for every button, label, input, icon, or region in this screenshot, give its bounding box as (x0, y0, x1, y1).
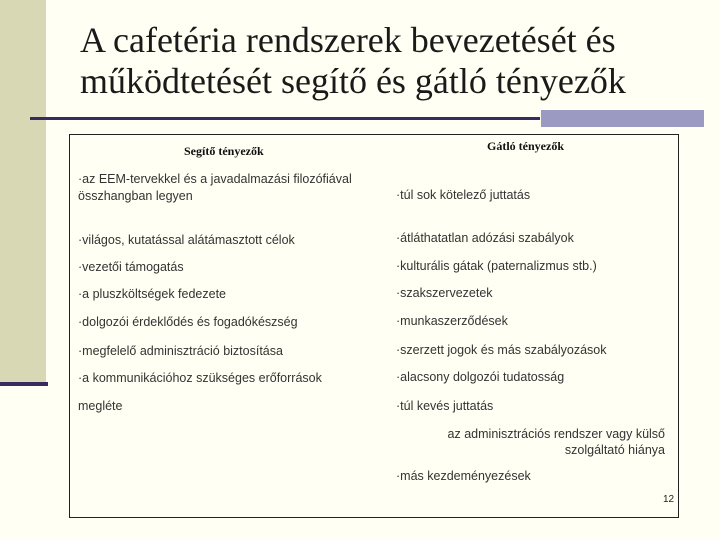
left-item-5: ·dolgozói érdeklődés és fogadókészség (78, 315, 298, 329)
title-underline (30, 117, 540, 120)
left-item-4: ·a pluszköltségek fedezete (78, 287, 227, 301)
left-item-3: ·vezetői támogatás (78, 260, 184, 274)
left-column-header: Segítő tényezők (184, 144, 264, 158)
title-line-2: működtetését segítő és gátló tényezők (80, 61, 626, 101)
side-accent-bar (0, 0, 46, 386)
right-item-1: ·túl sok kötelező juttatás (396, 188, 531, 202)
right-item-8: ·túl kevés juttatás (396, 399, 494, 413)
right-item-3: ·kulturális gátak (paternalizmus stb.) (396, 259, 597, 273)
side-accent-rule (0, 382, 48, 386)
right-item-9: az adminisztrációs rendszer vagy külső (447, 427, 665, 441)
right-item-10: ·más kezdeményezések (396, 469, 531, 483)
title-accent-block (541, 110, 704, 127)
right-item-5: ·munkaszerződések (396, 314, 508, 328)
title-line-1: A cafetéria rendszerek bevezetését és (80, 20, 616, 60)
page-number: 12 (663, 494, 675, 505)
right-item-2: ·átláthatatlan adózási szabályok (396, 231, 574, 245)
right-item-9-cont: szolgáltató hiánya (564, 443, 665, 457)
right-item-7: ·alacsony dolgozói tudatosság (396, 370, 565, 384)
left-item-7: ·a kommunikációhoz szükséges erőforrások (78, 371, 322, 385)
left-item-2: ·világos, kutatással alátámasztott célok (78, 233, 295, 247)
left-item-1-cont: összhangban legyen (78, 189, 193, 203)
right-item-6: ·szerzett jogok és más szabályozások (396, 343, 607, 357)
left-item-7-cont: megléte (78, 399, 123, 413)
right-column-header: Gátló tényezők (487, 139, 564, 153)
slide-title (80, 20, 700, 102)
right-item-4: ·szakszervezetek (396, 286, 493, 300)
left-item-1: ·az EEM-tervekkel és a javadalmazási filozófiával (78, 172, 352, 186)
left-item-6: ·megfelelő adminisztráció biztosítása (78, 344, 283, 358)
